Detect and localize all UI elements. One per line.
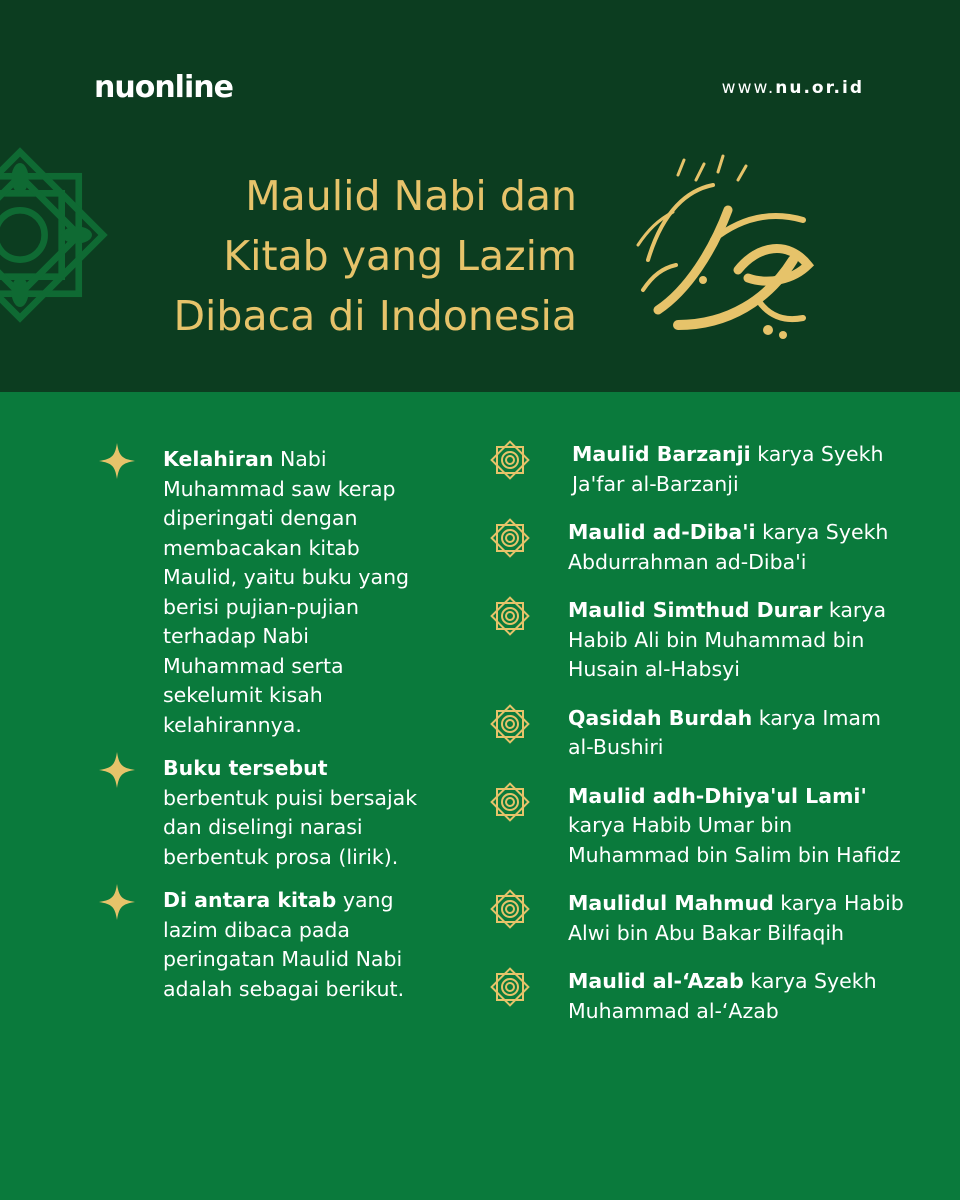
title-line: Dibaca di Indonesia: [173, 292, 577, 340]
item-heading: Maulid Barzanji: [572, 442, 751, 466]
item-text: karya Habib Alwi bin Abu Bakar Bilfaqih: [568, 891, 904, 945]
nuonline-logo: nuonline: [94, 70, 233, 105]
four-point-sparkle-icon: [99, 884, 135, 920]
title-line: Kitab yang Lazim: [223, 232, 577, 280]
four-point-sparkle-icon: [99, 443, 135, 479]
kitab-item: [490, 596, 910, 685]
item-text: berbentuk puisi bersajak dan diselingi narasi berbentuk prosa (lirik).: [163, 785, 418, 869]
item-heading: Maulid ad-Diba'i: [568, 520, 756, 544]
islamic-medallion-icon: [490, 596, 530, 636]
islamic-medallion-icon: [490, 889, 530, 929]
kitab-item: [490, 440, 910, 499]
website-url: www.nu.or.id: [721, 78, 864, 98]
item-heading: Maulid Simthud Durar: [568, 598, 823, 622]
item-heading: Maulid adh-Dhiya'ul Lami': [568, 783, 867, 808]
kitab-item: [490, 782, 910, 871]
item-heading: Buku tersebut: [163, 756, 328, 780]
list-item: [95, 445, 425, 740]
kitab-list: [490, 440, 910, 1045]
item-text: karya Imam al-Bushiri: [568, 705, 881, 759]
eight-point-star-ornament: [0, 140, 110, 330]
kitab-item: [490, 518, 910, 577]
title-line: Maulid Nabi dan: [245, 172, 577, 220]
item-heading: Maulid al-‘Azab: [568, 969, 744, 993]
kitab-item: [490, 889, 910, 948]
islamic-medallion-icon: [490, 782, 530, 822]
item-heading: Kelahiran: [163, 447, 274, 471]
item-heading: Di antara kitab: [163, 888, 337, 912]
item-text: karya Habib Ali bin Muhammad bin Husain al-Habsyi: [568, 598, 887, 681]
item-text: yang lazim dibaca pada peringatan Maulid Nabi adalah sebagai berikut.: [163, 888, 405, 1001]
list-item: [95, 886, 425, 1004]
islamic-medallion-icon: [490, 967, 530, 1007]
item-text: Nabi Muhammad saw kerap diperingati dengan membacakan kitab Maulid, yaitu buku yang berisi pujian-pujian terhadap Nabi Muhammad serta sekelumit kisah kelahirannya.: [163, 447, 410, 737]
islamic-medallion-icon: [490, 440, 530, 480]
islamic-medallion-icon: [490, 704, 530, 744]
item-text: karya Syekh Ja'far al-Barzanji: [572, 442, 884, 496]
header-banner: [0, 0, 960, 392]
muhammad-calligraphy-icon: [618, 150, 828, 360]
list-item: [95, 754, 425, 872]
item-text: karya Syekh Abdurrahman ad-Diba'i: [568, 520, 889, 574]
kitab-item: [490, 967, 910, 1026]
kitab-item: [490, 704, 910, 763]
islamic-medallion-icon: [490, 518, 530, 558]
item-text: karya Habib Umar bin Muhammad bin Salim bin Hafidz: [568, 813, 901, 867]
four-point-sparkle-icon: [99, 752, 135, 788]
item-text: karya Syekh Muhammad al-‘Azab: [568, 969, 877, 1023]
intro-column: [95, 445, 425, 1018]
item-heading: Maulidul Mahmud: [568, 891, 774, 915]
page-title: [173, 166, 577, 346]
item-heading: Qasidah Burdah: [568, 705, 753, 730]
